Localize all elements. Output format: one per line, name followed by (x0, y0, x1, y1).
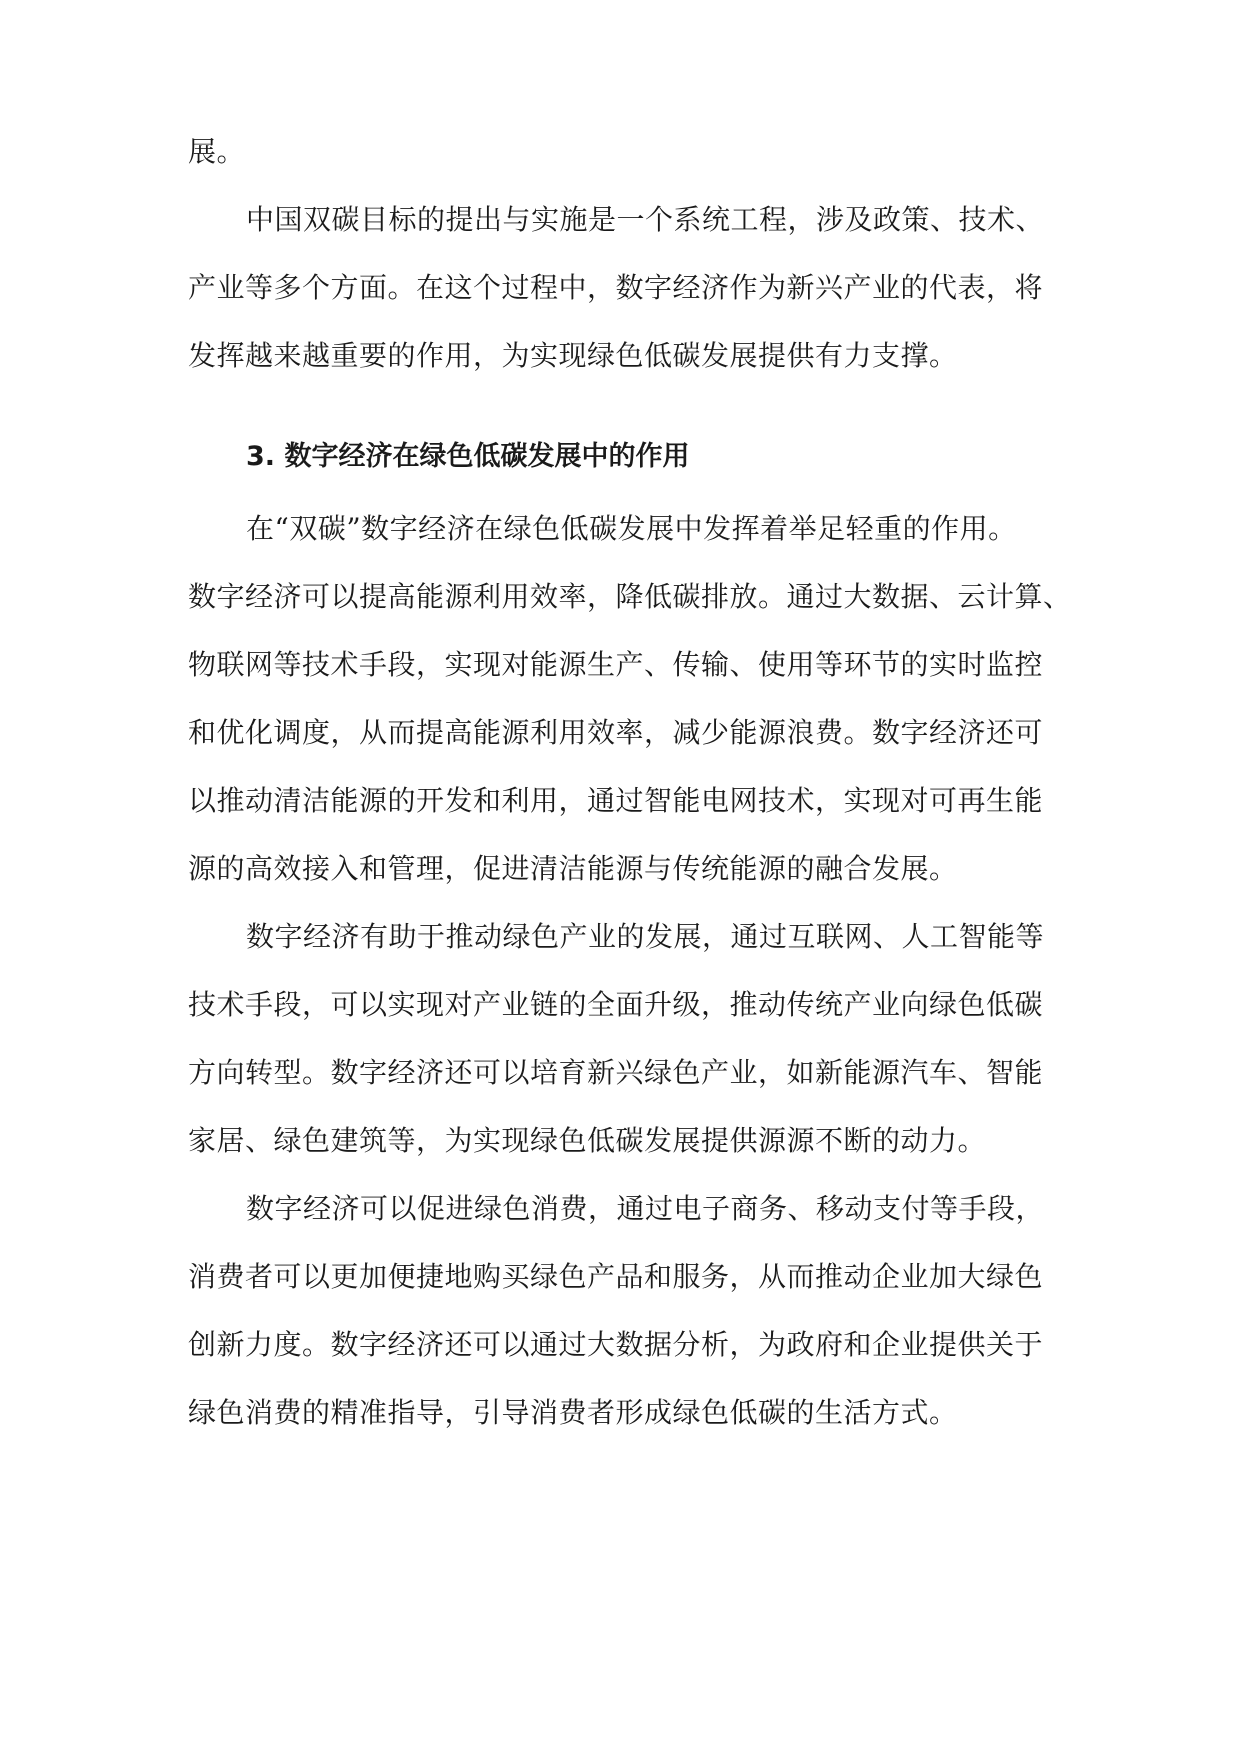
paragraph-line: 在“双碳”数字经济在绿色低碳发展中发挥着举足轻重的作用。 (246, 512, 1017, 545)
continuation-line: 展。 (188, 135, 246, 168)
paragraph-line: 中国双碳目标的提出与实施是一个系统工程，涉及政策、技术、 (246, 203, 1045, 236)
paragraph-line: 消费者可以更加便捷地购买绿色产品和服务，从而推动企业加大绿色 (188, 1260, 1044, 1293)
paragraph-line: 数字经济可以促进绿色消费，通过电子商务、移动支付等手段， (246, 1192, 1045, 1225)
paragraph-line: 数字经济可以提高能源利用效率，降低碳排放。通过大数据、云计算、 (188, 580, 1072, 613)
paragraph-line: 以推动清洁能源的开发和利用，通过智能电网技术，实现对可再生能 (188, 784, 1044, 817)
paragraph-line: 发挥越来越重要的作用，为实现绿色低碳发展提供有力支撑。 (188, 339, 958, 372)
paragraph-line: 源的高效接入和管理，促进清洁能源与传统能源的融合发展。 (188, 852, 958, 885)
paragraph-line: 物联网等技术手段，实现对能源生产、传输、使用等环节的实时监控 (188, 648, 1044, 681)
paragraph-line: 家居、绿色建筑等，为实现绿色低碳发展提供源源不断的动力。 (188, 1124, 987, 1157)
paragraph-line: 技术手段，可以实现对产业链的全面升级，推动传统产业向绿色低碳 (188, 988, 1044, 1021)
paragraph-line: 产业等多个方面。在这个过程中，数字经济作为新兴产业的代表，将 (188, 271, 1044, 304)
paragraph-line: 数字经济有助于推动绿色产业的发展，通过互联网、人工智能等 (246, 920, 1045, 953)
paragraph-line: 方向转型。数字经济还可以培育新兴绿色产业，如新能源汽车、智能 (188, 1056, 1044, 1089)
paragraph-line: 和优化调度，从而提高能源利用效率，减少能源浪费。数字经济还可 (188, 716, 1044, 749)
section-heading: 3. 数字经济在绿色低碳发展中的作用 (246, 441, 690, 472)
paragraph-line: 绿色消费的精准指导，引导消费者形成绿色低碳的生活方式。 (188, 1396, 958, 1429)
paragraph-line: 创新力度。数字经济还可以通过大数据分析，为政府和企业提供关于 (188, 1328, 1044, 1361)
